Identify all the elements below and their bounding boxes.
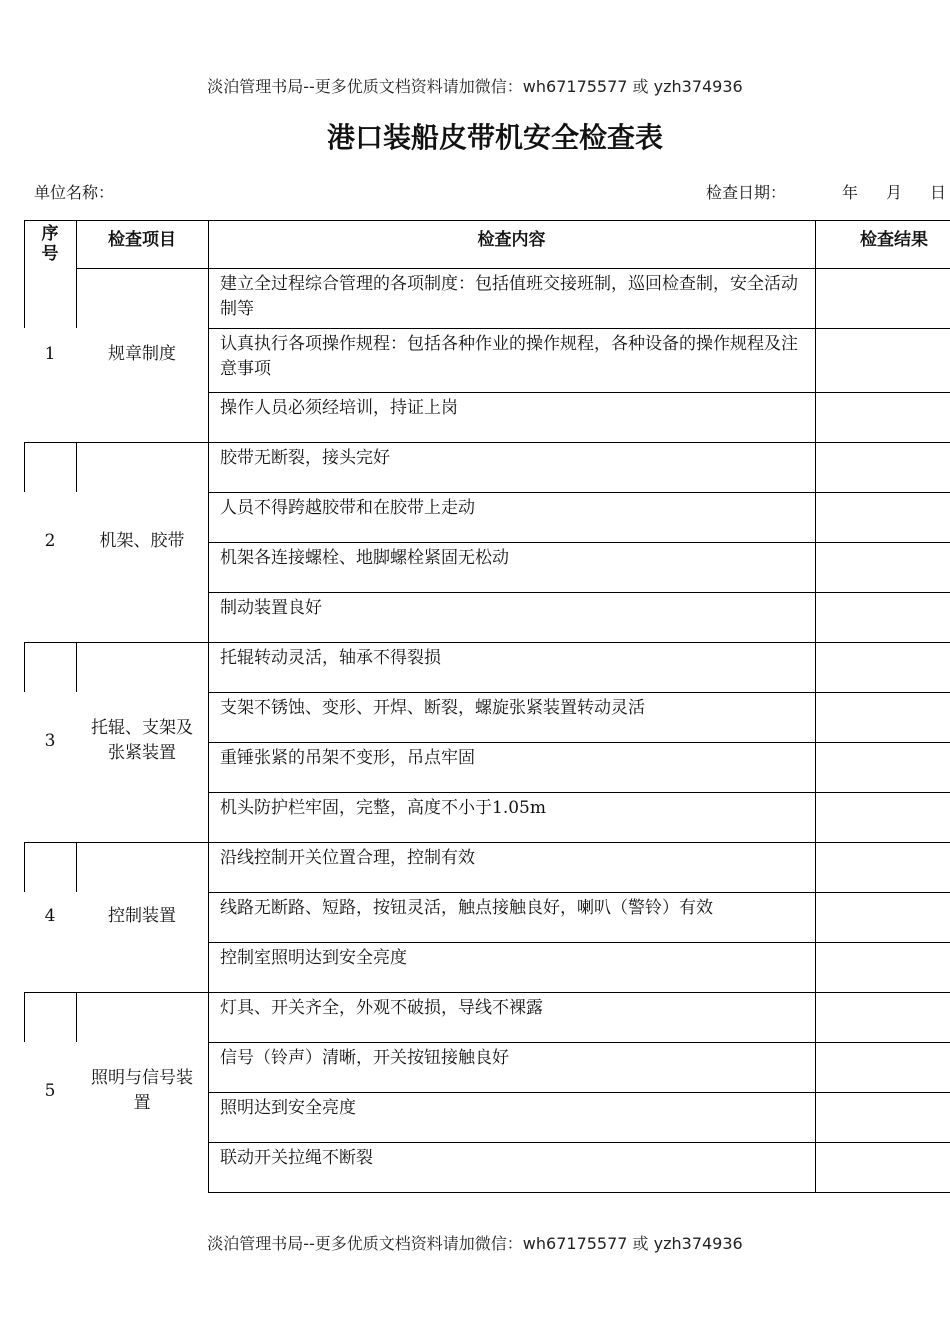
page-title: 港口装船皮带机安全检查表	[326, 121, 663, 154]
check-content: 操作人员必须经培训，持证上岗	[220, 398, 458, 418]
section-seq: 3	[44, 731, 56, 751]
check-content: 建立全过程综合管理的各项制度：包括值班交接班制，巡回检查制，安全活动制等	[220, 274, 798, 319]
check-content: 人员不得跨越胶带和在胶带上走动	[220, 498, 475, 518]
check-content: 信号（铃声）清晰，开关按钮接触良好	[220, 1048, 509, 1068]
check-result-cell[interactable]	[816, 543, 950, 592]
check-result-cell[interactable]	[816, 269, 950, 328]
section-item: 机架、胶带	[99, 531, 185, 551]
date-month: 月	[886, 183, 903, 202]
check-result-cell[interactable]	[816, 693, 950, 742]
table-rule	[208, 220, 209, 268]
column-header-content: 检查内容	[477, 230, 546, 250]
section-seq: 5	[44, 1081, 56, 1101]
check-content: 认真执行各项操作规程：包括各种作业的操作规程，各种设备的操作规程及注意事项	[220, 334, 798, 379]
column-header-result: 检查结果	[860, 230, 928, 250]
check-result-cell[interactable]	[816, 493, 950, 542]
check-result-cell[interactable]	[816, 943, 950, 992]
check-content: 沿线控制开关位置合理，控制有效	[220, 848, 475, 868]
check-content: 机架各连接螺栓、地脚螺栓紧固无松动	[220, 548, 509, 568]
table-rule	[24, 842, 25, 892]
check-content: 胶带无断裂，接头完好	[220, 448, 390, 468]
table-rule	[24, 642, 25, 692]
table-rule	[76, 642, 77, 692]
table-rule	[76, 268, 77, 328]
check-content: 联动开关拉绳不断裂	[220, 1148, 373, 1168]
column-header-item: 检查项目	[108, 230, 176, 250]
section-top-border	[24, 842, 208, 843]
table-rule	[24, 442, 25, 492]
section-top-border	[24, 992, 208, 993]
check-content: 照明达到安全亮度	[220, 1098, 356, 1118]
check-content: 控制室照明达到安全亮度	[220, 948, 407, 968]
section-top-border	[24, 642, 208, 643]
check-result-cell[interactable]	[816, 643, 950, 692]
table-rule	[24, 268, 25, 328]
section-item: 规章制度	[108, 344, 176, 364]
check-result-cell[interactable]	[816, 893, 950, 942]
check-result-cell[interactable]	[816, 793, 950, 842]
unit-name-label: 单位名称：	[34, 183, 115, 202]
table-rule	[76, 992, 77, 1042]
date-year: 年	[842, 183, 859, 202]
check-result-cell[interactable]	[816, 843, 950, 892]
check-result-cell[interactable]	[816, 443, 950, 492]
check-content: 制动装置良好	[220, 598, 322, 618]
check-result-cell[interactable]	[816, 593, 950, 642]
table-rule	[208, 842, 209, 992]
check-result-cell[interactable]	[816, 1043, 950, 1092]
check-content: 机头防护栏牢固，完整，高度不小于1.05m	[220, 798, 546, 818]
date-day: 日	[930, 183, 947, 202]
table-top-border	[24, 220, 950, 221]
table-rule	[76, 220, 77, 268]
table-rule	[76, 842, 77, 892]
section-seq: 1	[44, 344, 56, 364]
date-label: 检查日期：	[706, 183, 787, 202]
header-watermark-text: 淡泊管理书局--更多优质文档资料请加微信：wh67175577 或 yzh374936	[207, 77, 743, 96]
section-item: 控制装置	[108, 906, 176, 926]
section-top-border	[24, 442, 208, 443]
section-item: 托辊、支架及张紧装置	[91, 718, 193, 763]
check-result-cell[interactable]	[816, 1093, 950, 1142]
table-bottom-border	[208, 1192, 950, 1193]
table-rule	[24, 992, 25, 1042]
table-rule	[815, 220, 816, 268]
column-header-seq: 序号	[41, 224, 59, 264]
table-rule	[24, 220, 25, 268]
check-content: 托辊转动灵活，轴承不得裂损	[220, 648, 441, 668]
section-seq: 4	[44, 906, 56, 926]
check-result-cell[interactable]	[816, 993, 950, 1042]
section-item: 照明与信号装置	[91, 1068, 193, 1113]
check-result-cell[interactable]	[816, 743, 950, 792]
table-rule	[76, 442, 77, 492]
check-content: 支架不锈蚀、变形、开焊、断裂，螺旋张紧装置转动灵活	[220, 698, 645, 718]
check-result-cell[interactable]	[816, 1143, 950, 1192]
section-seq: 2	[44, 531, 56, 551]
footer-watermark-text: 淡泊管理书局--更多优质文档资料请加微信：wh67175577 或 yzh374936	[207, 1234, 743, 1253]
check-content: 灯具、开关齐全，外观不破损，导线不裸露	[220, 998, 543, 1018]
table-rule	[208, 268, 209, 442]
check-content: 重锤张紧的吊架不变形，吊点牢固	[220, 748, 475, 768]
inspection-date	[706, 180, 946, 203]
check-result-cell[interactable]	[816, 393, 950, 442]
check-content: 线路无断路、短路，按钮灵活，触点接触良好，喇叭（警铃）有效	[220, 898, 713, 918]
check-result-cell[interactable]	[816, 329, 950, 392]
